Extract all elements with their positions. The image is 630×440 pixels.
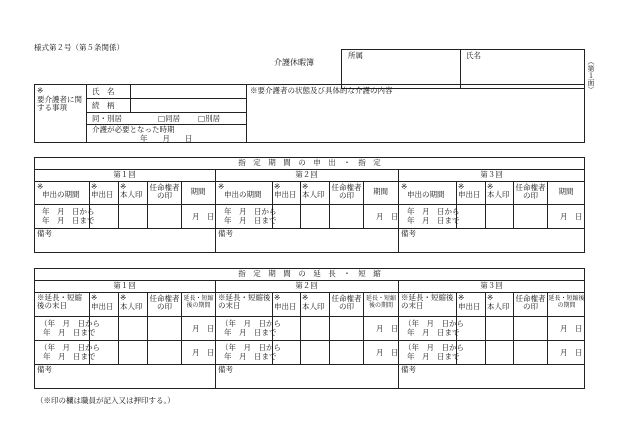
col-date: 申出日 (91, 302, 114, 311)
extension-title: 指 定 期 間 の 延 長 ・ 短 縮 (238, 269, 381, 278)
mark: ※ (487, 182, 494, 191)
to-text: 年 月 日まで (407, 328, 460, 337)
col-approver: 任命権者の印 (331, 294, 362, 312)
col-date: 申出日 (274, 190, 297, 199)
divider (86, 84, 87, 143)
from-text: 年 月 日から (407, 207, 460, 216)
col-period: 申出の期間 (224, 190, 262, 199)
care-label: 要介護者に関する事項 (37, 95, 82, 113)
reason-label: 介護が必要となった時期 (92, 125, 175, 134)
to-text: 年 月 日まで (42, 216, 95, 225)
from-text: （年 月 日から (221, 319, 281, 328)
dept-name-box (341, 49, 585, 89)
form-label: 様式第２号（第５条関係） (34, 43, 124, 52)
care-cohabit-label: 同・別居 (92, 114, 122, 123)
app-group-3: 第３回 (480, 170, 503, 179)
col-seal: 本人印 (120, 190, 143, 199)
md-text: 月 日 (560, 324, 583, 333)
mark: ※ (302, 182, 309, 191)
divider (34, 181, 585, 182)
to-text: 年 月 日まで (224, 352, 277, 361)
col-date: 申出日 (458, 302, 481, 311)
divider (34, 364, 585, 365)
divider (34, 228, 585, 229)
col-seal: 本人印 (487, 190, 510, 199)
md-text: 月 日 (560, 212, 583, 221)
mark: ※ (91, 293, 98, 302)
remarks-label: 備考 (37, 365, 52, 374)
col-period: 申出の期間 (42, 190, 80, 199)
remarks-label: 備考 (218, 365, 233, 374)
col-approver: 任命権者の印 (149, 294, 180, 312)
divider (398, 169, 399, 253)
page-side-label: （第１面） (587, 58, 595, 93)
divider (86, 112, 246, 113)
divider (34, 316, 585, 317)
to-text: 年 月 日まで (43, 328, 96, 337)
col-ext-end: ※延長・短縮後の末日 (401, 293, 454, 311)
col-period: 申出の期間 (407, 190, 445, 199)
col-approver: 任命権者の印 (515, 183, 546, 201)
footnote: （※印の欄は職員が記入又は押印する。） (36, 396, 175, 405)
col-seal: 本人印 (487, 302, 510, 311)
col-approver: 任命権者の印 (149, 183, 180, 201)
col-after: 延長・短縮後の期間 (183, 295, 214, 309)
remarks-label: 備考 (218, 229, 233, 238)
app-group-1: 第１回 (113, 170, 136, 179)
divider (300, 292, 301, 364)
col-ext-end: ※延長・短縮後の末日 (37, 293, 82, 311)
from-text: 年 月 日から (224, 207, 277, 216)
mark: ※ (274, 182, 281, 191)
to-text: 年 月 日まで (407, 352, 460, 361)
divider (34, 292, 585, 293)
col-after: 延長・短縮後の期間 (548, 295, 585, 309)
md-text: 月 日 (560, 348, 583, 357)
mark: ※ (37, 182, 44, 191)
md-text: 月 日 (192, 212, 215, 221)
ext-group-2: 第２回 (295, 281, 318, 290)
col-seal: 本人印 (120, 302, 143, 311)
col-date: 申出日 (458, 190, 481, 199)
to-text: 年 月 日まで (43, 352, 96, 361)
mark: ※ (458, 182, 465, 191)
to-text: 年 月 日まで (224, 216, 277, 225)
mark: ※ (302, 293, 309, 302)
application-title: 指 定 期 間 の 申 出 ・ 指 定 (238, 158, 381, 167)
from-text: （年 月 日から (40, 343, 100, 352)
care-name-label: 氏 名 (92, 87, 115, 96)
care-mark: ※ (37, 86, 44, 95)
remarks-label: 備考 (401, 365, 416, 374)
reason-date: 年 月 日 (140, 134, 193, 143)
mark: ※ (218, 182, 225, 191)
col-seal: 本人印 (302, 190, 325, 199)
to-text: 年 月 日まで (407, 216, 460, 225)
divider (246, 84, 247, 143)
divider (118, 181, 119, 228)
col-duration: 期間 (190, 187, 206, 196)
app-group-2: 第２回 (295, 170, 318, 179)
from-text: （年 月 日から (40, 319, 100, 328)
remarks-label: 備考 (37, 229, 52, 238)
status-label: ※要介護者の状態及び具体的な介護の内容 (250, 86, 393, 95)
col-duration: 期間 (558, 187, 574, 196)
divider (485, 181, 486, 228)
cohabit-checkbox[interactable]: □同居 (158, 114, 181, 123)
separate-checkbox[interactable]: □別居 (198, 114, 221, 123)
page-title: 介護休暇簿 (274, 58, 314, 67)
remarks-label: 備考 (401, 229, 416, 238)
mark: ※ (487, 293, 494, 302)
col-after: 延長・短縮後の期間 (365, 295, 396, 309)
divider (34, 204, 585, 205)
divider (86, 98, 246, 99)
divider (300, 181, 301, 228)
mark: ※ (120, 182, 127, 191)
col-ext-end: ※延長・短縮後の末日 (218, 293, 271, 311)
col-approver: 任命権者の印 (515, 294, 546, 312)
divider (485, 292, 486, 364)
divider (398, 280, 399, 389)
mark: ※ (274, 293, 281, 302)
md-text: 月 日 (192, 348, 215, 357)
from-text: 年 月 日から (42, 207, 95, 216)
mark: ※ (458, 293, 465, 302)
mark: ※ (120, 293, 127, 302)
col-duration: 期間 (373, 187, 388, 196)
care-relation-label: 続 柄 (92, 101, 115, 110)
mark: ※ (91, 182, 98, 191)
ext-group-1: 第１回 (113, 281, 136, 290)
from-text: （年 月 日から (404, 319, 464, 328)
divider (215, 169, 216, 253)
divider (215, 280, 216, 389)
divider (118, 292, 119, 364)
dept-label: 所属 (348, 51, 363, 60)
col-seal: 本人印 (302, 302, 325, 311)
md-text: 月 日 (192, 324, 215, 333)
col-date: 申出日 (274, 302, 297, 311)
md-text: 月 日 (376, 324, 399, 333)
divider (34, 340, 585, 341)
to-text: 年 月 日まで (224, 328, 277, 337)
from-text: （年 月 日から (404, 343, 464, 352)
md-text: 月 日 (376, 212, 399, 221)
col-approver: 任命権者の印 (331, 183, 362, 201)
from-text: （年 月 日から (221, 343, 281, 352)
ext-group-3: 第３回 (480, 281, 503, 290)
col-date: 申出日 (91, 190, 114, 199)
mark: ※ (401, 182, 408, 191)
divider (460, 49, 461, 89)
name-label: 氏名 (466, 51, 481, 60)
md-text: 月 日 (376, 348, 399, 357)
